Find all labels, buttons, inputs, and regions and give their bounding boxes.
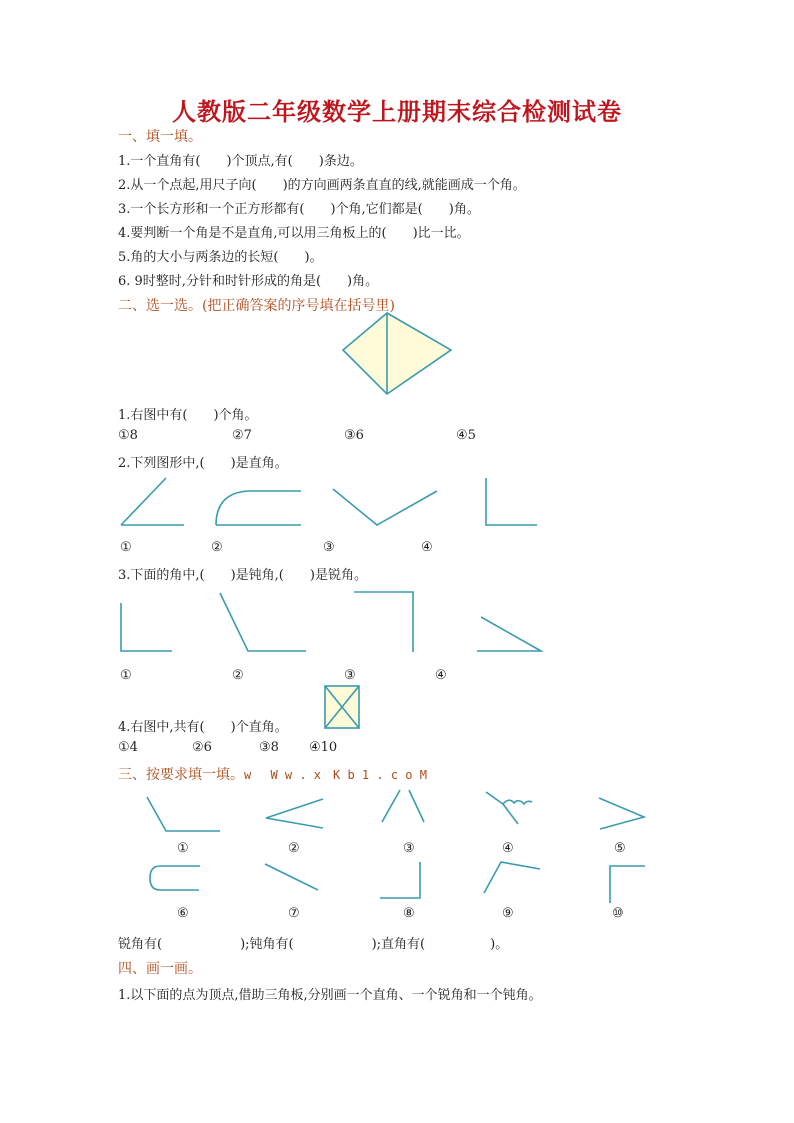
q2-label-4: ④ xyxy=(421,540,433,555)
question-2-3: 3.下面的角中,( )是钝角,( )是锐角。 xyxy=(118,568,367,583)
option-2-4-b: ②6 xyxy=(192,740,212,755)
s3-figure-9 xyxy=(484,862,540,893)
s3-figure-10 xyxy=(610,866,645,903)
question-1-5: 5.角的大小与两条边的长短( )。 xyxy=(118,250,323,265)
s3-label-3: ③ xyxy=(403,841,415,856)
question-1-2: 2.从一个点起,用尺子向( )的方向画两条直直的线,就能画成一个角。 xyxy=(118,178,526,193)
s3-label-10: ⑩ xyxy=(612,906,624,921)
s3-figure-1 xyxy=(147,797,220,831)
question-2-4: 4.右图中,共有( )个直角。 xyxy=(118,720,288,735)
s3-label-1: ① xyxy=(177,841,189,856)
s3-label-8: ⑧ xyxy=(403,906,415,921)
section-3-answer-line: 锐角有( );钝角有( );直角有( )。 xyxy=(118,937,509,952)
question-4-1: 1.以下面的点为顶点,借助三角板,分别画一个直角、一个锐角和一个钝角。 xyxy=(118,988,542,1003)
option-2-4-d: ④10 xyxy=(309,740,338,755)
s3-figure-3 xyxy=(382,790,424,822)
option-2-4-c: ③8 xyxy=(259,740,279,755)
s3-figure-2 xyxy=(266,799,323,828)
question-1-6: 6. 9时整时,分针和时针形成的角是( )角。 xyxy=(118,274,379,289)
page-title: 人教版二年级数学上册期末综合检测试卷 xyxy=(172,97,622,126)
s3-figure-5 xyxy=(599,798,644,829)
option-2-1-a: ①8 xyxy=(118,428,138,443)
question-1-4: 4.要判断一个角是不是直角,可以用三角板上的( )比一比。 xyxy=(118,226,470,241)
question-2-2: 2.下列图形中,( )是直角。 xyxy=(118,456,288,471)
q3-label-1: ① xyxy=(120,668,132,683)
s3-figure-8 xyxy=(380,862,420,898)
q3-label-2: ② xyxy=(232,668,244,683)
s3-label-5: ⑤ xyxy=(614,841,626,856)
section-4-heading: 四、画一画。 xyxy=(118,961,202,977)
q2-label-1: ① xyxy=(120,540,132,555)
s3-label-6: ⑥ xyxy=(177,906,189,921)
section-2-heading: 二、选一选。(把正确答案的序号填在括号里) xyxy=(118,298,395,314)
question-2-1: 1.右图中有( )个角。 xyxy=(118,408,258,423)
s3-figure-4 xyxy=(486,792,532,824)
question-1-1: 1.一个直角有( )个顶点,有( )条边。 xyxy=(118,154,363,169)
q2-label-2: ② xyxy=(211,540,223,555)
s3-label-7: ⑦ xyxy=(288,906,300,921)
section-1-heading: 一、填一填。 xyxy=(118,129,202,145)
s3-label-9: ⑨ xyxy=(502,906,514,921)
watermark-text: w W w . x K b 1 . c o M xyxy=(244,768,427,782)
question-1-3: 3.一个长方形和一个正方形都有( )个角,它们都是( )角。 xyxy=(118,202,480,217)
s3-label-4: ④ xyxy=(502,841,514,856)
option-2-1-b: ②7 xyxy=(232,428,252,443)
q3-label-3: ③ xyxy=(344,668,356,683)
s3-figure-7 xyxy=(265,864,318,890)
q2-label-3: ③ xyxy=(323,540,335,555)
option-2-4-a: ①4 xyxy=(118,740,138,755)
s3-figure-6 xyxy=(150,866,200,890)
s3-label-2: ② xyxy=(288,841,300,856)
option-2-1-c: ③6 xyxy=(344,428,364,443)
q3-label-4: ④ xyxy=(435,668,447,683)
option-2-1-d: ④5 xyxy=(456,428,476,443)
section-3-heading: 三、按要求填一填。 xyxy=(118,767,244,783)
